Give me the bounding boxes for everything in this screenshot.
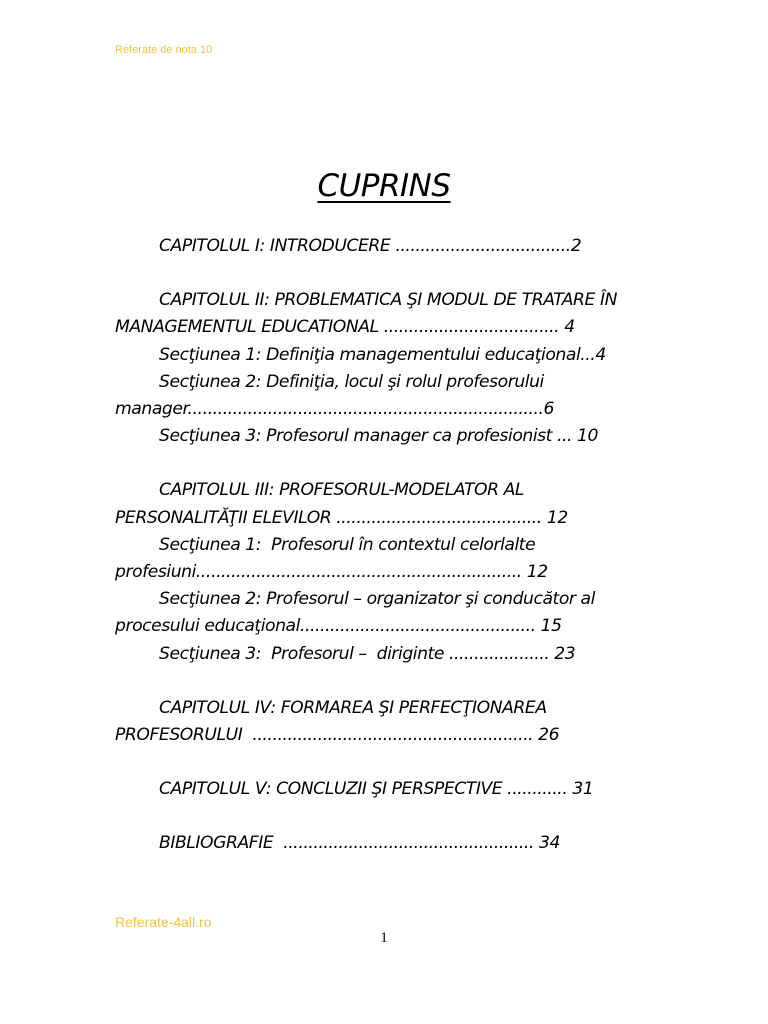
page-title: CUPRINS [317,168,451,204]
toc-chapter-2-line-1: CAPITOLUL II: PROBLEMATICA ŞI MODUL DE TRATARE ÎN [159,290,617,311]
toc-chapter-3-section-2-line-1: Secţiunea 2: Profesorul – organizator şi conducător al [159,589,595,610]
toc-chapter-3-section-2-line-2: procesului educaţional............................................... 15 [115,616,562,637]
toc-chapter-2-section-2-line-1: Secţiunea 2: Definiţia, locul şi rolul profesorului [159,371,544,392]
toc-chapter-3-section-3: Secţiunea 3: Profesorul – diriginte .................... 23 [159,643,576,664]
toc-chapter-3-section-1-line-2: profesiuni................................................................. 12 [115,562,548,583]
table-of-contents [115,233,620,858]
toc-chapter-3-line-2: PERSONALITĂŢII ELEVILOR ......................................... 12 [115,507,568,528]
page-number: 1 [380,930,388,946]
toc-chapter-2-line-2: MANAGEMENTUL EDUCATIONAL ................................... 4 [115,317,575,338]
toc-chapter-2-section-2-line-2: manager.......................................................................6 [115,399,554,420]
toc-chapter-4-line-2: PROFESORULUI ........................................................ 26 [115,725,560,746]
header-site-link[interactable]: Referate de nota 10 [115,44,213,56]
toc-chapter-2-section-3: Secţiunea 3: Profesorul manager ca profesionist ... 10 [159,426,599,447]
toc-bibliography: BIBLIOGRAFIE .................................................. 34 [159,833,560,854]
toc-chapter-5: CAPITOLUL V: CONCLUZII ŞI PERSPECTIVE ............ 31 [159,779,594,800]
toc-chapter-4-line-1: CAPITOLUL IV: FORMAREA ŞI PERFECŢIONAREA [159,697,547,718]
toc-chapter-1: CAPITOLUL I: INTRODUCERE ...................................2 [159,236,582,256]
footer-site-link[interactable]: Referate-4all.ro [115,914,212,930]
toc-chapter-3-section-1-line-1: Secţiunea 1: Profesorul în contextul celorlalte [159,534,536,555]
toc-chapter-2-section-1: Secţiunea 1: Definiţia managementului educaţional...4 [159,344,606,365]
toc-chapter-3-line-1: CAPITOLUL III: PROFESORUL-MODELATOR AL [159,480,525,501]
